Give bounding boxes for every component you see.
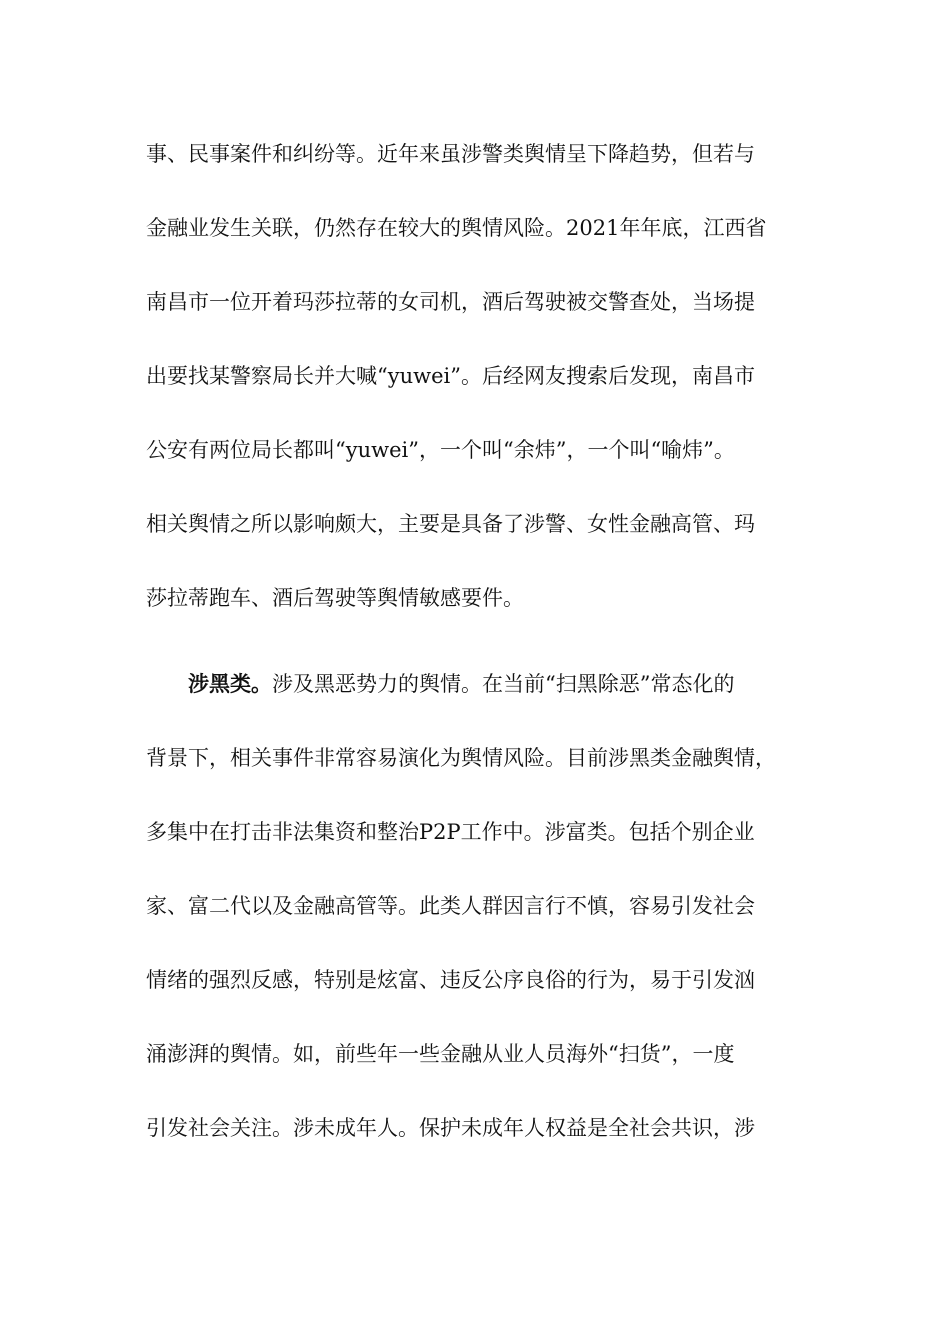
text-line: 事、民事案件和纠纷等。近年来虽涉警类舆情呈下降趋势，但若与 — [146, 142, 755, 166]
text-line: 引发社会关注。涉未成年人。保护未成年人权益是全社会共识，涉 — [146, 1116, 755, 1140]
text-line: 南昌市一位开着玛莎拉蒂的女司机，酒后驾驶被交警查处，当场提 — [146, 290, 755, 314]
text-line: 多集中在打击非法集资和整治P2P工作中。涉富类。包括个别企业 — [146, 820, 755, 844]
text-line: 涌澎湃的舆情。如，前些年一些金融从业人员海外“扫货”，一度 — [146, 1042, 735, 1066]
text-line: 莎拉蒂跑车、酒后驾驶等舆情敏感要件。 — [146, 586, 524, 610]
text-line: 公安有两位局长都叫“yuwei”，一个叫“余炜”，一个叫“喻炜”。 — [146, 438, 735, 462]
text-line: 情绪的强烈反感，特别是炫富、违反公序良俗的行为，易于引发汹 — [146, 968, 755, 992]
text-line: 相关舆情之所以影响颇大，主要是具备了涉警、女性金融高管、玛 — [146, 512, 755, 536]
section-heading: 涉黑类。 — [188, 671, 272, 696]
text-line: 出要找某警察局长并大喊“yuwei”。后经网友搜索后发现，南昌市 — [146, 364, 755, 388]
text-line: 背景下，相关事件非常容易演化为舆情风险。目前涉黑类金融舆情， — [146, 746, 776, 770]
paragraph-first-line — [188, 670, 888, 698]
text-line: 金融业发生关联，仍然存在较大的舆情风险。2021年年底，江西省 — [146, 216, 767, 240]
text-span: 涉及黑恶势力的舆情。在当前“扫黑除恶”常态化的 — [272, 672, 735, 696]
text-line: 家、富二代以及金融高管等。此类人群因言行不慎，容易引发社会 — [146, 894, 755, 918]
